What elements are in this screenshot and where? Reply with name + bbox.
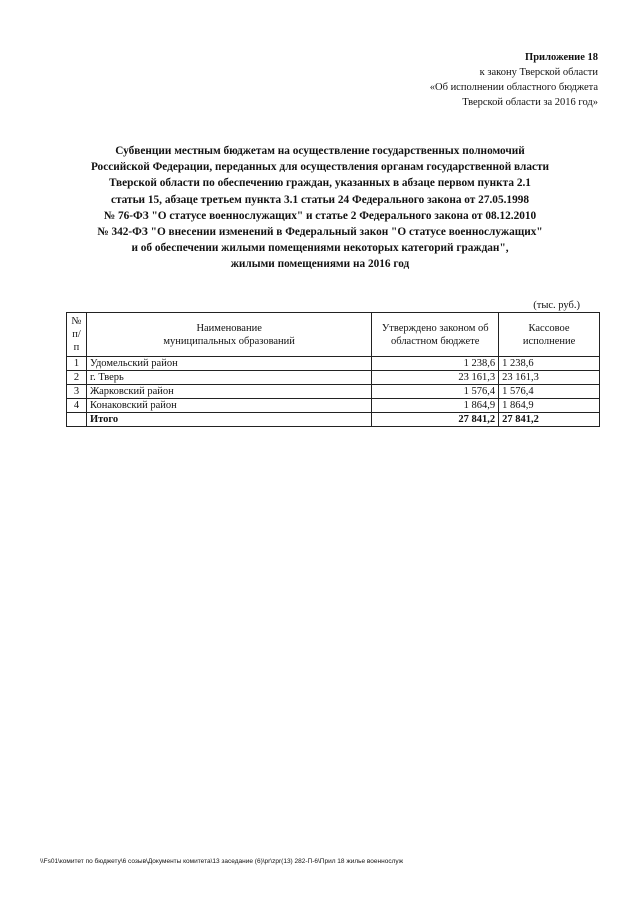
header-number (67, 313, 87, 357)
title-line: № 76-ФЗ "О статусе военнослужащих" и статье 2 Федерального закона от 08.12.2010 (103, 209, 537, 222)
row-number: 4 (67, 399, 87, 413)
row-municipality: Удомельский район (86, 357, 371, 371)
appendix-header (430, 50, 598, 110)
row-cash: 1 864,9 (499, 399, 600, 413)
header-municipality (86, 313, 371, 357)
title-line: Тверской области по обеспечению граждан, указанных в абзаце первом пункта 2.1 (109, 177, 531, 190)
table-row (67, 371, 600, 385)
header-municipality-line1: Наименование (196, 322, 262, 334)
row-municipality: Жарковский район (86, 385, 371, 399)
title-line: и об обеспечении жилыми помещениями некоторых категорий граждан", (131, 242, 509, 255)
row-municipality: Конаковский район (86, 399, 371, 413)
total-approved: 27 841,2 (372, 413, 499, 427)
appendix-law-year-line: Тверской области за 2016 год» (462, 97, 598, 108)
appendix-law-title-line: «Об исполнении областного бюджета (429, 82, 598, 93)
row-number: 2 (67, 371, 87, 385)
title-line: жилыми помещениями на 2016 год (230, 258, 410, 271)
title-line: Субвенции местным бюджетам на осуществление государственных полномочий (115, 145, 525, 157)
row-cash: 23 161,3 (499, 371, 600, 385)
header-municipality-line2: муниципальных образований (163, 335, 295, 347)
row-approved: 1 576,4 (372, 385, 499, 399)
row-number: 1 (67, 357, 87, 371)
header-approved-line1: Утверждено законом об (381, 322, 489, 334)
table-total-row (67, 413, 600, 427)
header-approved-line2: областном бюджете (390, 335, 480, 347)
total-label: Итого (86, 413, 371, 427)
table-row (67, 357, 600, 371)
title-line: статьи 15, абзаце третьем пункта 3.1 статьи 24 Федерального закона от 27.05.1998 (110, 193, 530, 206)
header-number-line1: № (71, 316, 82, 327)
table-row (67, 385, 600, 399)
table-header-row (67, 313, 600, 357)
subventions-table (66, 312, 600, 427)
row-approved: 1 238,6 (372, 357, 499, 371)
row-approved: 1 864,9 (372, 399, 499, 413)
row-municipality: г. Тверь (86, 371, 371, 385)
total-number (67, 413, 87, 427)
header-cash-execution (499, 313, 600, 357)
units-label: (тыс. руб.) (533, 300, 580, 311)
header-cash-line1: Кассовое (528, 322, 570, 334)
document-title (60, 143, 580, 273)
header-cash-line2: исполнение (522, 335, 576, 347)
table-row (67, 399, 600, 413)
header-approved (372, 313, 499, 357)
row-cash: 1 576,4 (499, 385, 600, 399)
row-number: 3 (67, 385, 87, 399)
appendix-number: Приложение 18 (525, 52, 598, 63)
row-approved: 23 161,3 (372, 371, 499, 385)
title-line: № 342-ФЗ "О внесении изменений в Федеральный закон "О статусе военнослужащих" (97, 226, 543, 239)
row-cash: 1 238,6 (499, 357, 600, 371)
header-number-line2: п/п (72, 329, 81, 353)
total-cash: 27 841,2 (499, 413, 600, 427)
file-path-footer: \\Fs01\комитет по бюджету\6 созыв\Документы комитета\13 заседание (6)\pr\zpr(13) 282-П-6\Прил 18 жилье военнослуж (40, 858, 404, 865)
appendix-law-line: к закону Тверской области (479, 67, 598, 78)
title-line: Российской Федерации, переданных для осуществления органам государственной власти (90, 161, 550, 174)
